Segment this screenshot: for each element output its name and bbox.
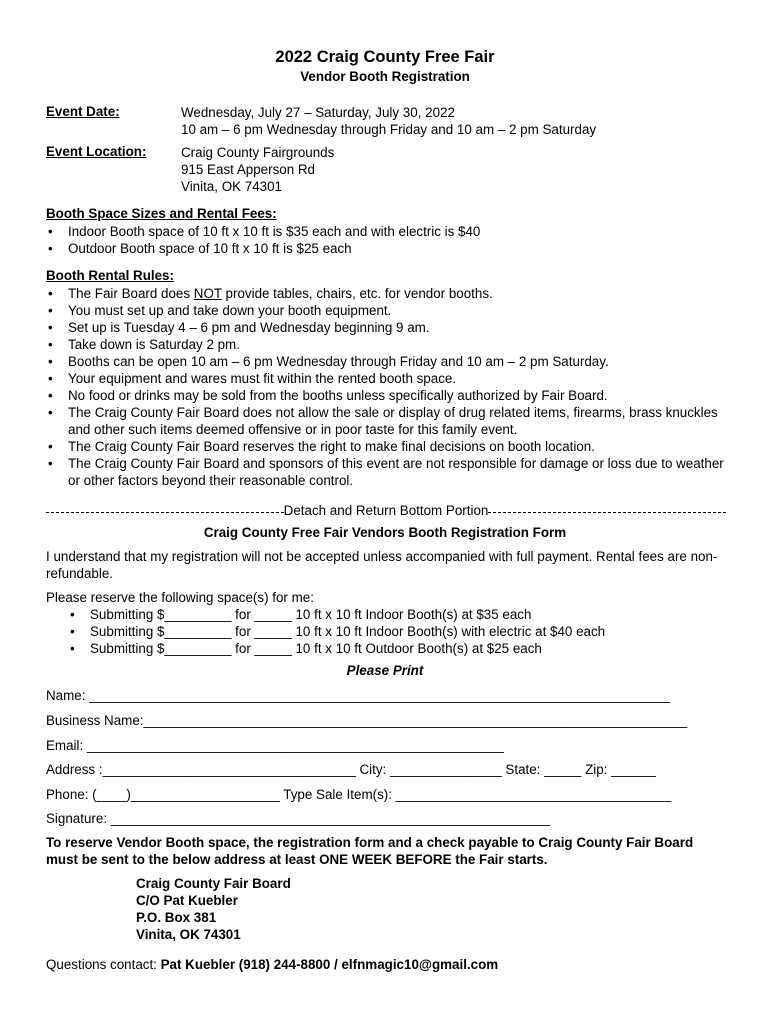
list-item: • No food or drinks may be sold from the booths unless specifically authorized by Fair Board. — [46, 387, 726, 404]
page-title: 2022 Craig County Free Fair — [275, 48, 495, 66]
list-item: • The Craig County Fair Board reserves the right to make final decisions on booth location. — [46, 438, 726, 455]
space-options-list — [70, 606, 605, 657]
detach-line — [46, 503, 726, 518]
reserve-intro: Please reserve the following space(s) for me: — [46, 590, 314, 605]
list-item: • The Craig County Fair Board does not allow the sale or display of drug related items, firearms, brass knuckles and other such items deemed offensive or in poor taste for this family event. — [46, 404, 726, 438]
rule-emphasis: NOT — [193, 286, 222, 301]
address-line: P.O. Box 381 — [136, 910, 217, 925]
space-option[interactable]: • Submitting $_________ for _____ 10 ft x 10 ft Indoor Booth(s) at $35 each — [70, 606, 605, 623]
list-item: • The Craig County Fair Board and sponsors of this event are not responsible for damage or loss due to weather or other factors beyond their reasonable control. — [46, 455, 726, 489]
rules-heading: Booth Rental Rules: — [46, 268, 174, 283]
space-option[interactable]: • Submitting $_________ for _____ 10 ft x 10 ft Indoor Booth(s) with electric at $40 each — [70, 623, 605, 640]
list-item: • Booths can be open 10 am – 6 pm Wednesday through Friday and 10 am – 2 pm Saturday. — [46, 353, 726, 370]
signature-field[interactable]: Signature: ___________________________________________________________ — [46, 811, 551, 826]
list-item: • Set up is Tuesday 4 – 6 pm and Wednesday beginning 9 am. — [46, 319, 726, 336]
event-date-line: Wednesday, July 27 – Saturday, July 30, 2022 — [181, 105, 455, 120]
rule-text: The Fair Board does — [68, 286, 194, 301]
dashed-divider — [46, 512, 284, 513]
business-name-field[interactable]: Business Name:_________________________________________________________________________ — [46, 713, 688, 728]
event-location-label: Event Location: — [46, 144, 147, 159]
mailing-instructions: To reserve Vendor Booth space, the registration form and a check payable to Craig County Fair Board must be sent to the below address at least ONE WEEK BEFORE the Fair starts. — [46, 835, 694, 867]
address-field[interactable]: Address :__________________________________ City: _______________ State: _____ Zip: ______ — [46, 762, 656, 777]
contact-value[interactable]: Pat Kuebler (918) 244-8800 / elfnmagic10@gmail.com — [160, 957, 499, 972]
list-item: • Indoor Booth space of 10 ft x 10 ft is $35 each and with electric is $40 — [46, 223, 726, 240]
location-line: Craig County Fairgrounds — [181, 145, 335, 160]
list-item: • Outdoor Booth space of 10 ft x 10 ft is $25 each — [46, 240, 726, 257]
list-item: • You must set up and take down your booth equipment. — [46, 302, 726, 319]
fees-list — [46, 223, 726, 257]
location-line: 915 East Apperson Rd — [181, 162, 315, 177]
list-item — [46, 285, 726, 302]
contact-line — [46, 957, 498, 972]
rule-text: provide tables, chairs, etc. for vendor booths. — [221, 286, 493, 301]
page-subtitle: Vendor Booth Registration — [300, 69, 470, 84]
dashed-divider — [488, 512, 726, 513]
form-disclaimer: I understand that my registration will not be accepted unless accompanied with full payment. Rental fees are non-refundable. — [46, 549, 718, 581]
event-hours-line: 10 am – 6 pm Wednesday through Friday and 10 am – 2 pm Saturday — [181, 122, 597, 137]
rules-list — [46, 285, 726, 489]
name-field[interactable]: Name: ______________________________________________________________________________ — [46, 688, 671, 703]
email-field[interactable]: Email: ________________________________________________________ — [46, 738, 504, 753]
address-line: Vinita, OK 74301 — [136, 927, 241, 942]
space-option[interactable]: • Submitting $_________ for _____ 10 ft x 10 ft Outdoor Booth(s) at $25 each — [70, 640, 605, 657]
address-line: C/O Pat Kuebler — [136, 893, 238, 908]
form-title: Craig County Free Fair Vendors Booth Registration Form — [203, 525, 567, 540]
event-date-value — [181, 104, 596, 138]
list-item: • Take down is Saturday 2 pm. — [46, 336, 726, 353]
list-item: • Your equipment and wares must fit within the rented booth space. — [46, 370, 726, 387]
event-location-value — [181, 144, 334, 195]
contact-label: Questions contact: — [46, 957, 161, 972]
phone-field[interactable]: Phone: (____)____________________ Type Sale Item(s): _____________________________________ — [46, 787, 672, 802]
mailing-address — [136, 875, 291, 943]
detach-label: Detach and Return Bottom Portion — [283, 503, 489, 518]
event-date-label: Event Date: — [46, 104, 120, 119]
location-line: Vinita, OK 74301 — [181, 179, 282, 194]
please-print-note: Please Print — [346, 663, 424, 678]
address-line: Craig County Fair Board — [136, 876, 291, 891]
fees-heading: Booth Space Sizes and Rental Fees: — [46, 206, 277, 221]
